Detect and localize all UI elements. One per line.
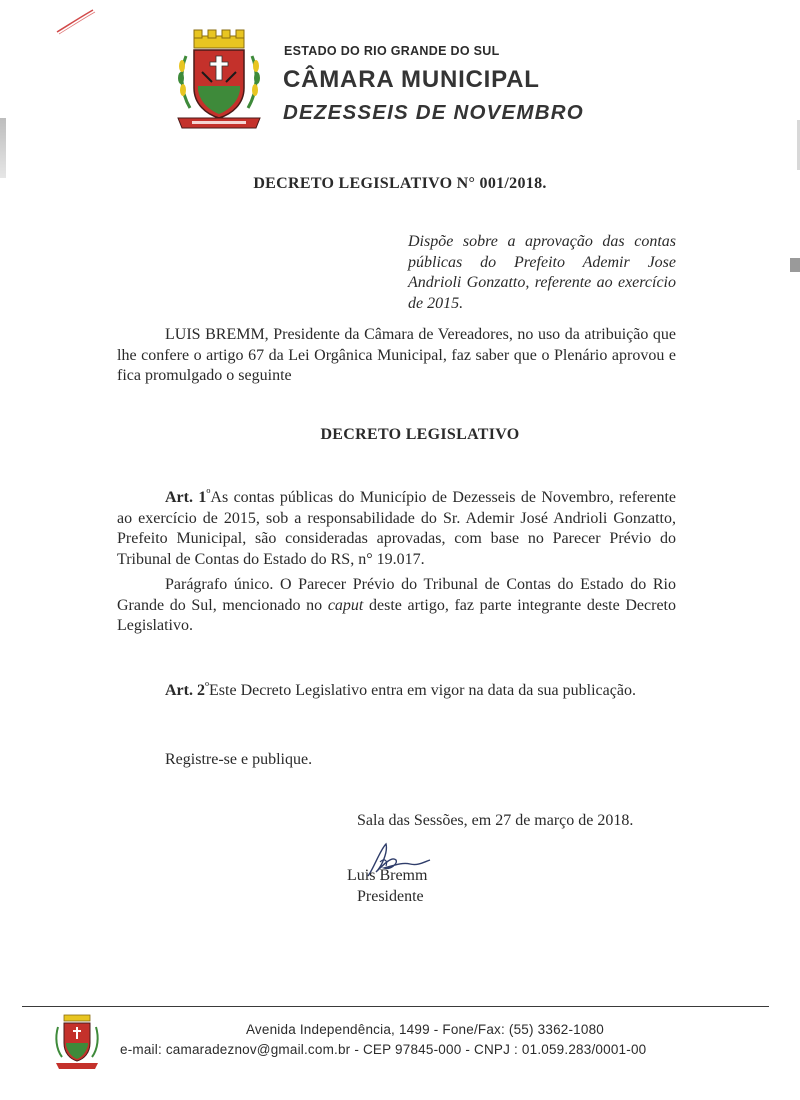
paragrafo-text-after: deste artigo, faz parte integrante deste Decreto Legislativo. xyxy=(117,596,676,634)
pen-mark-icon xyxy=(55,8,97,36)
document-title: DECRETO LEGISLATIVO N° 001/2018. xyxy=(253,175,547,192)
document-subtitle: DECRETO LEGISLATIVO xyxy=(320,426,520,443)
article-1-text: As contas públicas do Município de Dezesseis de Novembro, referente ao exercício de 2015, sob a responsabilidade do Sr. Ademir José Andrioli Gonzatto, Prefeito Municipal, são consideradas aprovadas, com base no Parecer Prévio do Tribunal de Contas do Estado do RS, n° 19.017. xyxy=(117,489,677,568)
paragrafo-caput: caput xyxy=(327,596,364,614)
article-2-label: Art. 2 xyxy=(165,682,205,699)
article-1-ordinal: º xyxy=(206,486,211,501)
signatory-role: Presidente xyxy=(357,888,424,905)
article-2-ordinal: º xyxy=(204,679,210,694)
footer-contact: e-mail: camaradeznov@gmail.com.br - CEP 97845-000 - CNPJ : 01.059.283/0001-00 xyxy=(120,1042,647,1057)
article-2 xyxy=(117,677,676,702)
intro-paragraph: LUIS BREMM, Presidente da Câmara de Vereadores, no uso da atribuição que lhe confere o artigo 67 da Lei Orgânica Municipal, faz saber que o Plenário aprovou e fica promulgado o seguinte xyxy=(117,326,676,384)
document-ementa: Dispõe sobre a aprovação das contas públicas do Prefeito Ademir Jose Andrioli Gonzatto, referente ao exercício de 2015. xyxy=(408,233,676,312)
footer-address: Avenida Independência, 1499 - Fone/Fax: (55) 3362-1080 xyxy=(245,1022,605,1037)
place-date: Sala das Sessões, em 27 de março de 2018. xyxy=(357,812,634,829)
footer-divider xyxy=(22,1006,769,1007)
signatory-name: Luis Bremm xyxy=(347,867,428,884)
paragrafo-text-before: Parágrafo único. O Parecer Prévio do Tribunal de Contas do Estado do Rio Grande do Sul, mencionado no xyxy=(117,576,676,614)
header-city: DEZESSEIS DE NOVEMBRO xyxy=(283,101,584,124)
article-1-label: Art. 1 xyxy=(165,489,207,506)
article-1 xyxy=(117,484,676,570)
header-institution: CÂMARA MUNICIPAL xyxy=(283,66,540,93)
closing-line: Registre-se e publique. xyxy=(165,751,313,768)
scan-edge-shadow xyxy=(0,118,6,178)
article-2-text: Este Decreto Legislativo entra em vigor na data da sua publicação. xyxy=(209,682,636,699)
paragrafo-unico xyxy=(117,575,676,637)
header-state: ESTADO DO RIO GRANDE DO SUL xyxy=(284,44,500,58)
scan-edge-mark xyxy=(790,258,800,272)
coat-of-arms-icon xyxy=(172,26,266,132)
